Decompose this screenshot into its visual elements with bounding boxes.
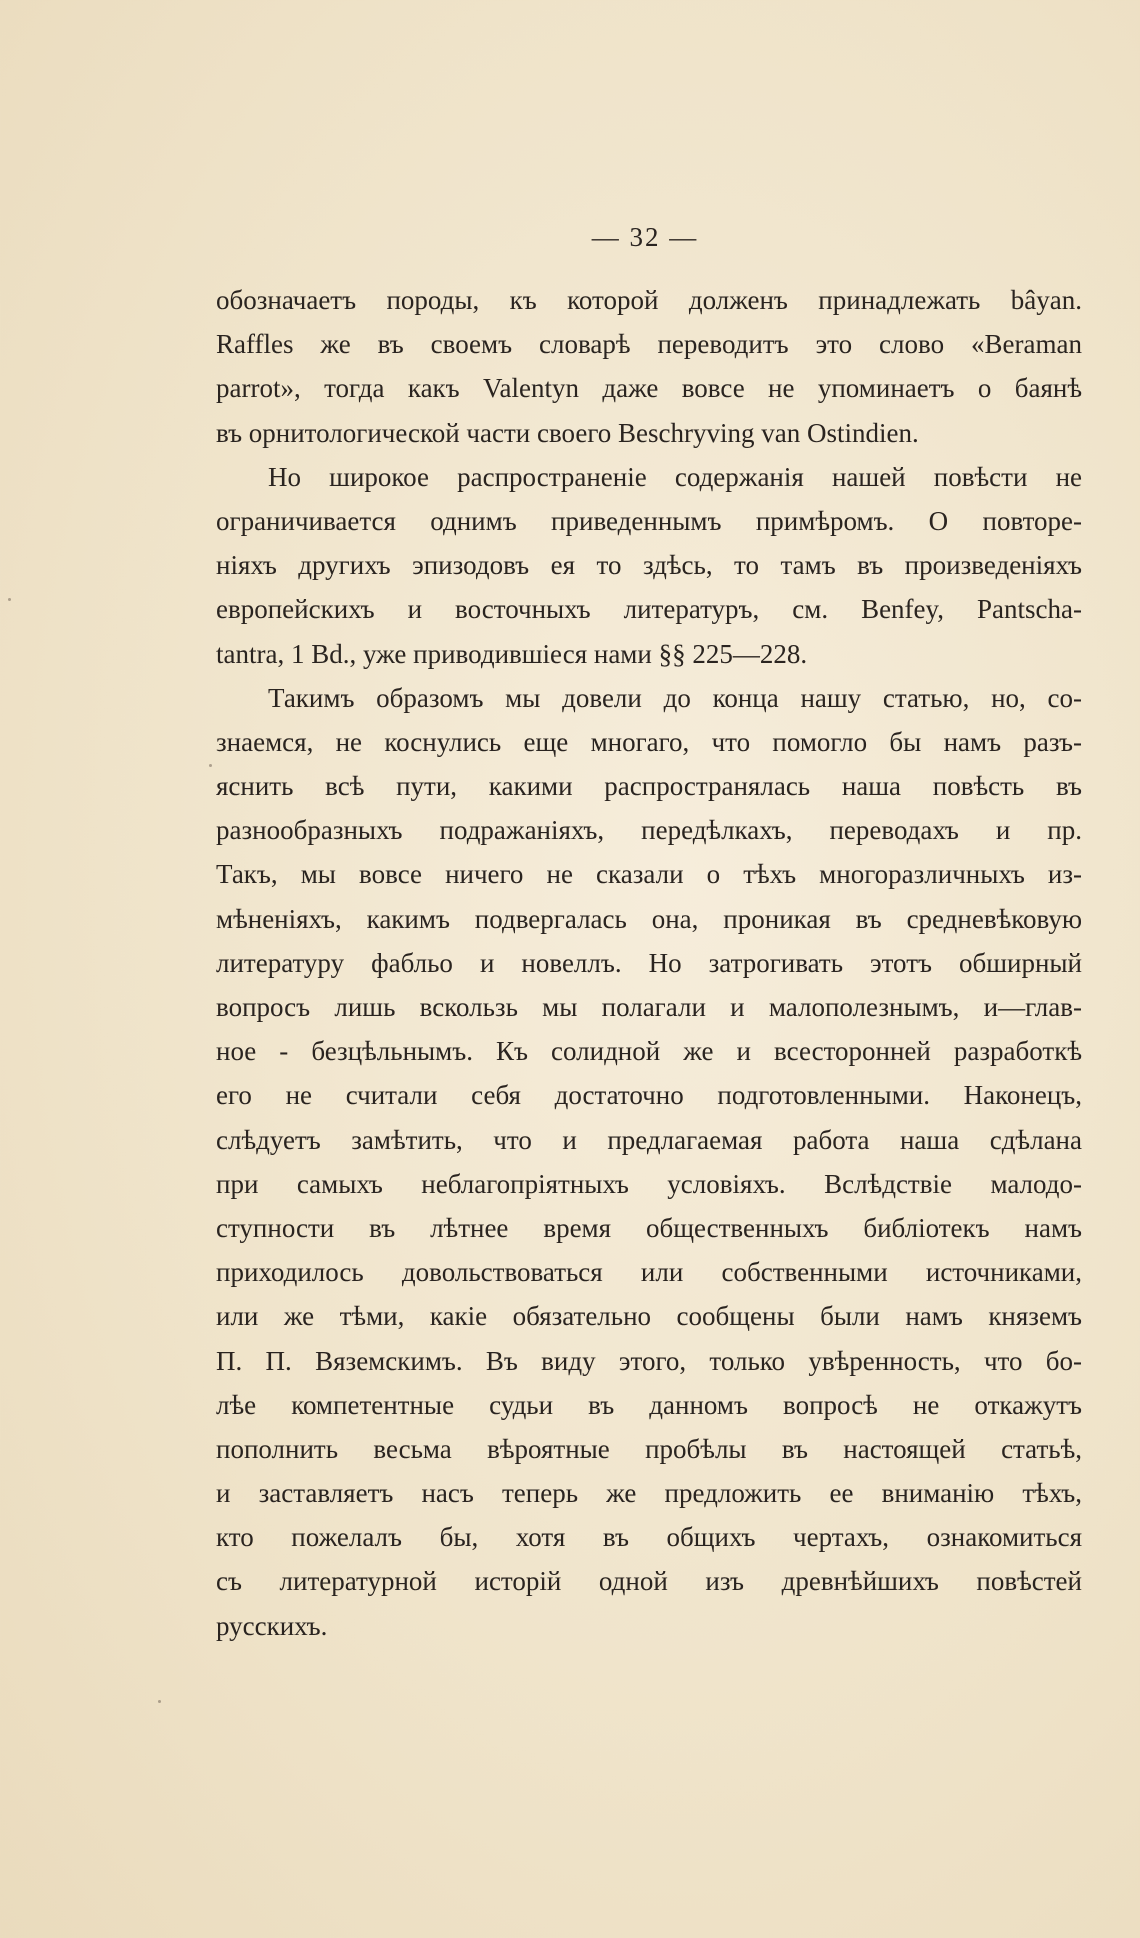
text-line: П. П. Вяземскимъ. Въ виду этого, только увѣренность, что бо- <box>216 1345 1082 1376</box>
text-line: мѣненіяхъ, какимъ подвергалась она, проникая въ средневѣковую <box>216 903 1082 934</box>
paper-speck <box>158 1700 161 1703</box>
text-line: ніяхъ другихъ эпизодовъ ея то здѣсь, то тамъ въ произведеніяхъ <box>216 550 1082 581</box>
text-line: кто пожелалъ бы, хотя въ общихъ чертахъ, ознакомиться <box>216 1522 1082 1553</box>
text-line: русскихъ. <box>216 1610 328 1641</box>
text-line: вопросъ лишь вскользь мы полагали и малополезнымъ, и—глав- <box>216 992 1082 1022</box>
text-line: въ орнитологической части своего Beschryving van Ostindien. <box>216 417 919 448</box>
text-line: ное - безцѣльнымъ. Къ солидной же и всесторонней разработкѣ <box>216 1036 1082 1067</box>
text-line: Такъ, мы вовсе ничего не сказали о тѣхъ многоразличныхъ из- <box>216 859 1082 890</box>
text-line: Такимъ образомъ мы довели до конца нашу статью, но, со- <box>268 682 1082 713</box>
text-line: яснить всѣ пути, какими распространялась наша повѣсть въ <box>216 771 1082 802</box>
text-line: parrot», тогда какъ Valentyn даже вовсе не упоминаетъ о баянѣ <box>216 373 1082 404</box>
text-line: разнообразныхъ подражаніяхъ, передѣлкахъ, переводахъ и пр. <box>216 815 1082 846</box>
text-line: Raffles же въ своемъ словарѣ переводитъ это слово «Beraman <box>216 329 1082 360</box>
text-line: лѣе компетентные судьи въ данномъ вопросѣ не откажутъ <box>216 1389 1082 1420</box>
text-line: ступности въ лѣтнее время общественныхъ библіотекъ намъ <box>216 1212 1082 1243</box>
text-line: съ литературной исторій одной изъ древнѣйшихъ повѣстей <box>216 1566 1082 1597</box>
paragraph <box>216 278 1082 455</box>
text-line: приходилось довольствоваться или собственными источниками, <box>216 1257 1082 1288</box>
paragraph <box>216 676 1082 1648</box>
paper-speck <box>8 598 11 601</box>
text-line: знаемся, не коснулись еще многаго, что помогло бы намъ разъ- <box>216 726 1082 757</box>
text-line: при самыхъ неблагопріятныхъ условіяхъ. Вслѣдствіе малодо- <box>216 1168 1082 1199</box>
text-line: ограничивается однимъ приведеннымъ примѣромъ. О повторе- <box>216 505 1082 536</box>
text-line: европейскихъ и восточныхъ литературъ, см. Benfey, Pantscha- <box>216 594 1082 625</box>
text-line: литературу фабльо и новеллъ. Но затрогивать этотъ обширный <box>216 947 1082 978</box>
text-line: Но широкое распространеніе содержанія нашей повѣсти не <box>268 461 1082 492</box>
text-line: обозначаетъ породы, къ которой долженъ принадлежать bâyan. <box>216 285 1082 315</box>
text-line: пополнить весьма вѣроятные пробѣлы въ настоящей статьѣ, <box>216 1433 1082 1464</box>
paper-speck <box>209 764 212 767</box>
text-line: слѣдуетъ замѣтить, что и предлагаемая работа наша сдѣлана <box>216 1124 1082 1155</box>
page-number: — 32 — <box>591 222 699 252</box>
text-line: и заставляетъ насъ теперь же предложить ее вниманію тѣхъ, <box>216 1478 1082 1509</box>
paragraph <box>216 455 1082 676</box>
text-line: его не считали себя достаточно подготовленными. Наконецъ, <box>216 1080 1082 1111</box>
body-text <box>216 278 1082 1648</box>
text-line: tantra, 1 Bd., уже приводившiеся нами §§ 225—228. <box>216 638 808 669</box>
text-line: или же тѣми, какіе обязательно сообщены были намъ княземъ <box>216 1301 1082 1332</box>
